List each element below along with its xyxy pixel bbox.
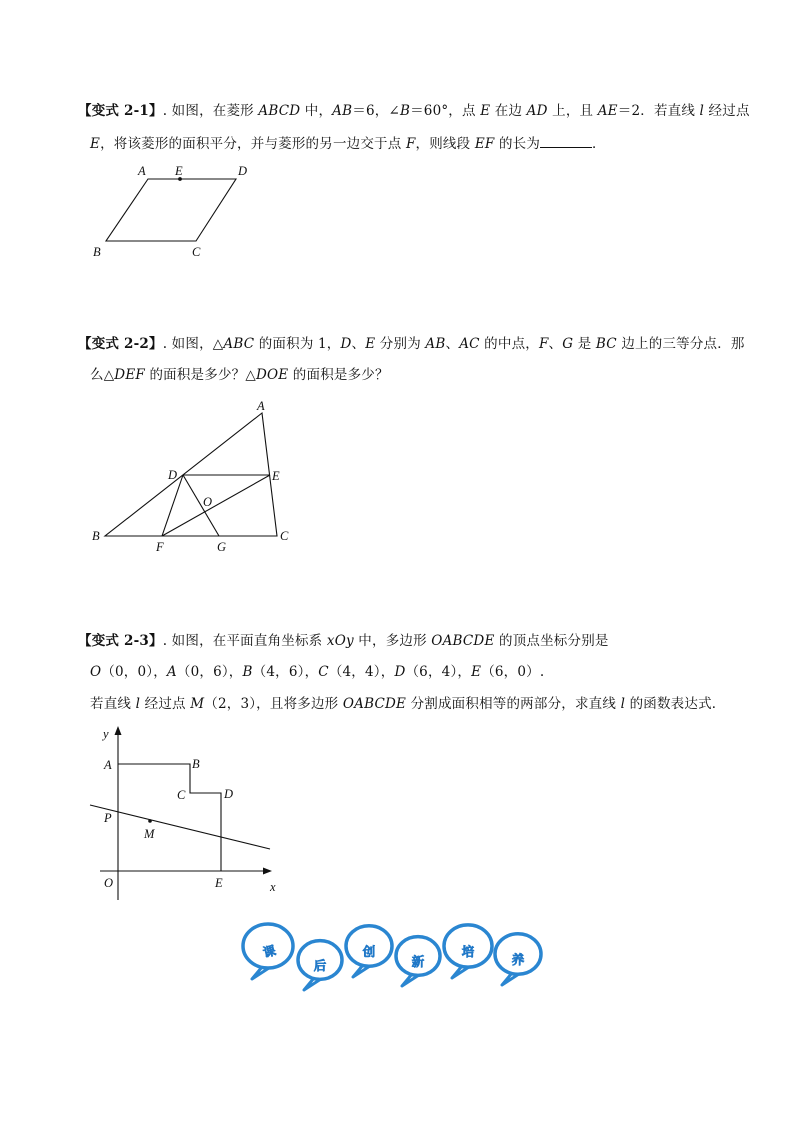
coord-d: D（6，4）， (394, 664, 472, 680)
label-a: A (138, 164, 146, 178)
point-m (148, 819, 152, 823)
label-a: A (104, 758, 112, 772)
label-o: O (203, 495, 213, 509)
problem-2-2-line-1: 【变式 2-2】. 如图，△ABC 的面积为 1，D、E 分别为 AB、AC 的中点，F、G 是 BC 边上的三等分点．那 (78, 336, 745, 352)
label-y: y (103, 727, 109, 741)
coord-a: A（0，6）， (166, 664, 243, 680)
banner-bubble (298, 941, 342, 990)
label-x: x (270, 880, 276, 894)
label-c: C (192, 245, 201, 259)
problem-2-1-line-1: 【变式 2-1】. 如图，在菱形 ABCD 中，AB＝6，∠B＝60°，点 E 在边 AD 上，且 AE＝2．若直线 l 经过点 (78, 103, 750, 119)
problem-2-2-line-2: 么△DEF 的面积是多少？△DOE 的面积是多少？ (90, 367, 389, 383)
coord-c: C（4，4）， (318, 664, 395, 680)
banner-char: 后 (313, 959, 327, 973)
label-b: B (192, 757, 200, 771)
label-b: B (92, 529, 100, 543)
label-o: O (104, 876, 114, 890)
problem-tag: 【变式 2-2】 (78, 336, 163, 352)
problem-2-3-line-3: 若直线 l 经过点 M（2，3），且将多边形 OABCDE 分割成面积相等的两部分，求直线 l 的函数表达式． (90, 696, 726, 712)
label-c: C (280, 529, 289, 543)
label-d: D (168, 468, 178, 482)
banner-bubble (396, 937, 440, 986)
label-e: E (175, 164, 183, 178)
label-e: E (215, 876, 223, 890)
label-m: M (144, 827, 155, 841)
label-g: G (217, 540, 227, 554)
label-b: B (93, 245, 101, 259)
banner-char: 培 (461, 945, 475, 959)
label-a: A (257, 399, 265, 413)
banner-char: 新 (411, 955, 425, 969)
polygon-oabcde (118, 764, 221, 871)
banner-char: 养 (511, 953, 525, 967)
x-axis-arrow (263, 868, 272, 875)
banner-char: 课 (261, 943, 278, 961)
banner-bubble (346, 926, 392, 977)
banner-char: 创 (362, 945, 376, 959)
problem-tag: 【变式 2-1】 (78, 103, 163, 119)
label-d: D (224, 787, 234, 801)
banner-after-class-innovation (238, 918, 558, 992)
banner-bubble (495, 934, 541, 985)
label-c: C (177, 788, 186, 802)
coord-b: B（4，6）， (242, 664, 319, 680)
label-f: F (156, 540, 164, 554)
label-p: P (104, 811, 112, 825)
label-e: E (272, 469, 280, 483)
banner-bubble (444, 925, 492, 978)
banner-bubble (243, 924, 293, 979)
problem-2-3-line-1: 【变式 2-3】. 如图，在平面直角坐标系 xOy 中，多边形 OABCDE 的顶点坐标分别是 (78, 633, 609, 649)
problem-tag: 【变式 2-3】 (78, 633, 163, 649)
coord-o: O（0，0）， (90, 664, 167, 680)
line-l (90, 805, 270, 849)
coord-e: E（6，0）. (471, 664, 545, 680)
problem-2-1-line-2: E，将该菱形的面积平分，并与菱形的另一边交于点 F，则线段 EF 的长为 ． (90, 133, 606, 153)
label-d: D (238, 164, 248, 178)
y-axis-arrow (115, 726, 122, 735)
